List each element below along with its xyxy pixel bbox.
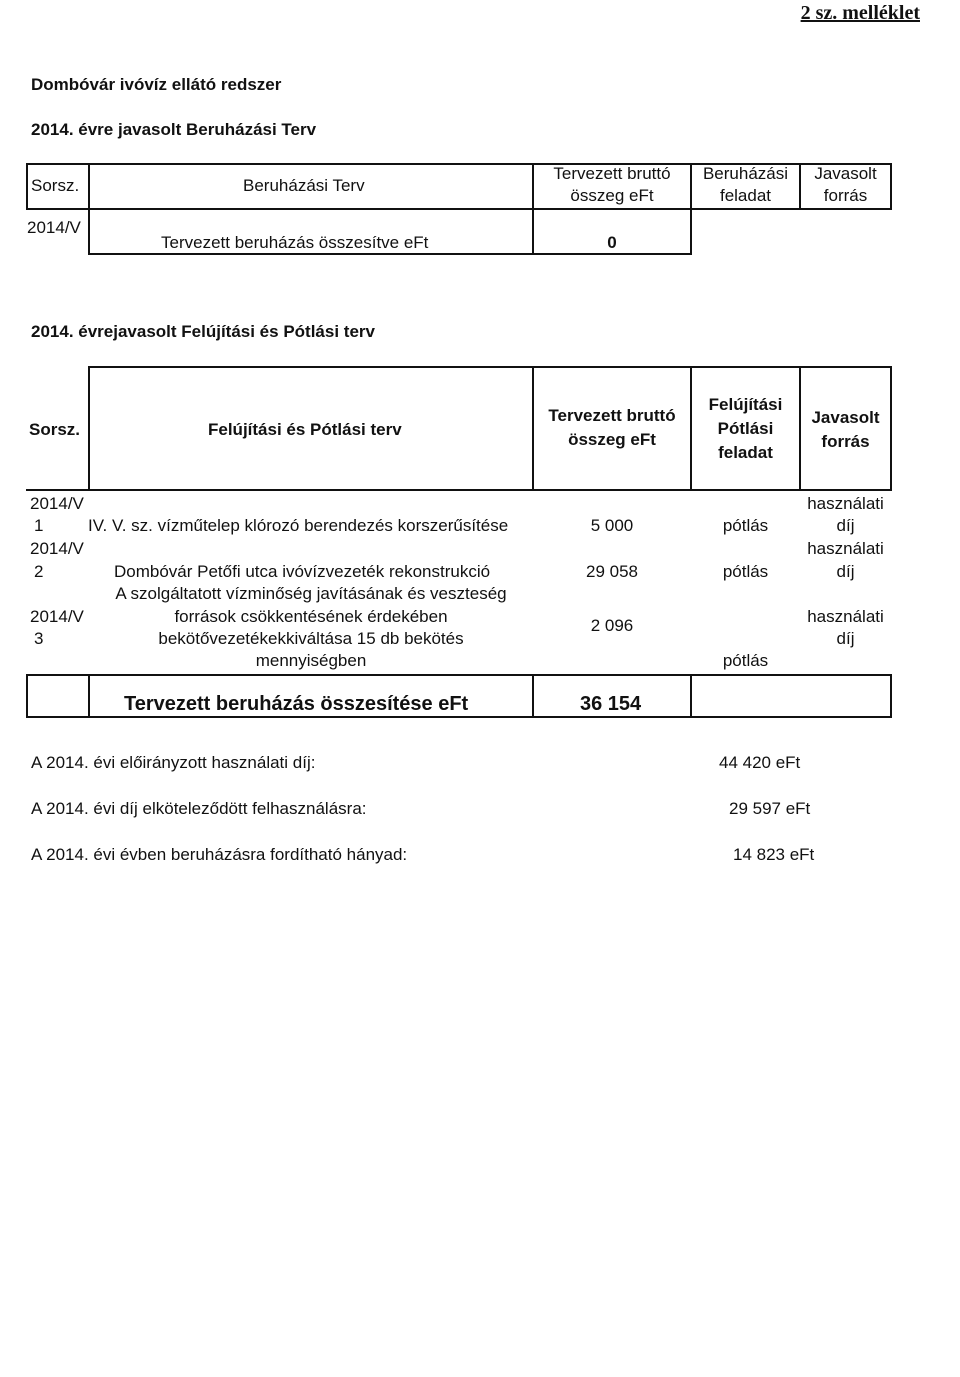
- ren-header-amount-line1: Tervezett bruttó: [548, 406, 676, 425]
- inv-row-value: 0: [607, 233, 617, 252]
- ren-header-task-line3: feladat: [718, 443, 773, 462]
- summary-label: A 2014. évi évben beruházásra fordítható hányad:: [31, 845, 408, 864]
- ren-header-sorsz: Sorsz.: [29, 420, 81, 439]
- inv-header-sorsz: Sorsz.: [31, 176, 80, 195]
- total-label: Tervezett beruházás összesítése eFt: [124, 693, 469, 715]
- renewal-section-title: 2014. évrejavasolt Felújítási és Pótlási terv: [31, 322, 375, 341]
- row-task: pótlás: [722, 562, 769, 581]
- summary-value: 29 597 eFt: [729, 799, 811, 818]
- total-value: 36 154: [580, 693, 642, 715]
- inv-row-code: 2014/V: [27, 218, 81, 237]
- ren-header-task-line1: Felújítási: [708, 395, 783, 414]
- row-description-line3: bekötővezetékekkiváltása 15 db bekötés: [158, 629, 464, 648]
- row-number: 3: [34, 629, 44, 648]
- row-number: 2: [34, 562, 44, 581]
- inv-header-source-line2: forrás: [823, 186, 868, 205]
- row-source-line1: használati: [807, 494, 884, 513]
- summary-label: A 2014. évi előirányzott használati díj:: [31, 753, 316, 772]
- summary-value: 14 823 eFt: [733, 845, 815, 864]
- row-number: 1: [34, 516, 44, 535]
- row-code: 2014/V: [30, 607, 84, 626]
- ren-header-amount-line2: összeg eFt: [568, 430, 656, 449]
- row-source-line2: díj: [836, 516, 855, 535]
- row-code: 2014/V: [30, 494, 84, 513]
- inv-header-source-line1: Javasolt: [814, 164, 877, 183]
- ren-header-source-line2: forrás: [821, 432, 870, 451]
- inv-header-task-line1: Beruházási: [702, 164, 789, 183]
- org-title: Dombóvár ivóvíz ellátó redszer: [31, 75, 282, 94]
- row-description: Dombóvár Petőfi utca ivóvízvezeték rekonstrukció: [114, 562, 491, 581]
- row-amount: 29 058: [586, 562, 638, 581]
- row-source-line2: díj: [836, 629, 855, 648]
- row-source-line1: használati: [807, 607, 884, 626]
- investment-section-title: 2014. évre javasolt Beruházási Terv: [31, 120, 317, 139]
- summary-label: A 2014. évi díj elköteleződött felhasználásra:: [31, 799, 367, 818]
- ren-header-plan: Felújítási és Pótlási terv: [208, 420, 402, 439]
- inv-header-plan: Beruházási Terv: [243, 176, 365, 195]
- annex-label: 2 sz. melléklet: [800, 2, 920, 24]
- inv-header-amount-line1: Tervezett bruttó: [553, 164, 671, 183]
- row-task: pótlás: [722, 651, 769, 670]
- summary-value: 44 420 eFt: [719, 753, 801, 772]
- inv-row-label: Tervezett beruházás összesítve eFt: [161, 233, 429, 252]
- row-code: 2014/V: [30, 539, 84, 558]
- inv-header-task-line2: feladat: [719, 186, 772, 205]
- row-source-line1: használati: [807, 539, 884, 558]
- inv-header-amount-line2: összeg eFt: [570, 186, 654, 205]
- row-source-line2: díj: [836, 562, 855, 581]
- row-amount: 5 000: [590, 516, 634, 535]
- row-description-line1: A szolgáltatott vízminőség javításának és veszteség: [115, 584, 507, 603]
- row-description-line4: mennyiségben: [255, 651, 367, 670]
- ren-header-task-line2: Pótlási: [717, 419, 774, 438]
- row-description: IV. V. sz. vízműtelep klórozó berendezés korszerűsítése: [88, 516, 509, 535]
- row-task: pótlás: [722, 516, 769, 535]
- ren-header-source-line1: Javasolt: [811, 408, 880, 427]
- row-amount: 2 096: [590, 616, 634, 635]
- row-description-line2: források csökkentésének érdekében: [174, 607, 448, 626]
